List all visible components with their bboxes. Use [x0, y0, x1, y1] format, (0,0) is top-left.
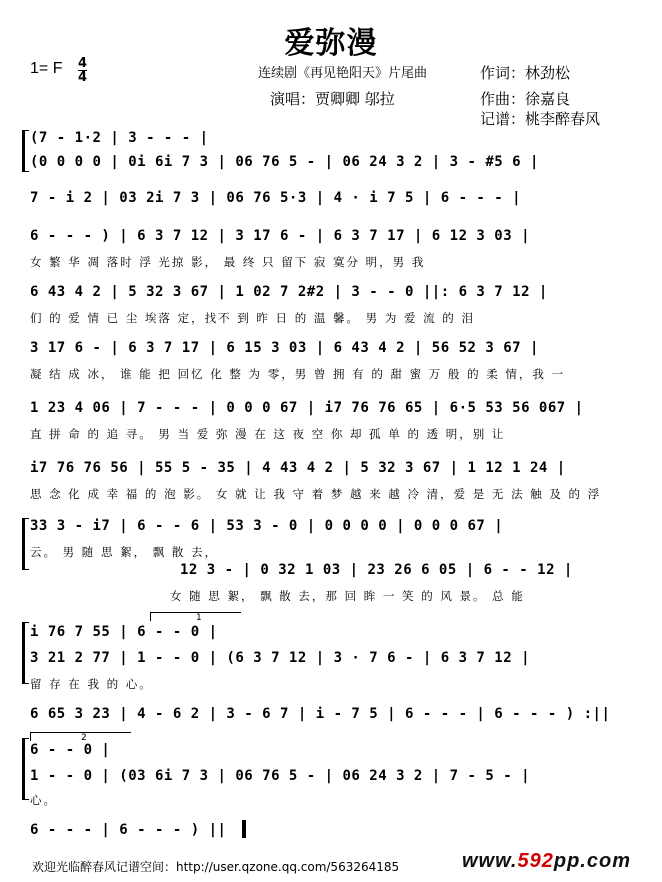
- score-line: 1 - - 0 | (03 6i 7 3 | 06 76 5 - | 06 24 3 2 | 7 - 5 - |: [30, 768, 531, 784]
- volta-bracket: [150, 612, 241, 621]
- score-line: 3 21 2 77 | 1 - - 0 | (6 3 7 12 | 3 · 7 6 - | 6 3 7 12 |: [30, 650, 531, 666]
- score-line: i 76 7 55 | 6 - - 0 |: [30, 624, 218, 640]
- score-line: (7 - 1·2 | 3 - - - |: [30, 130, 209, 146]
- lyric-line: 云。 男 随 思 絮， 飘 散 去，: [30, 545, 219, 559]
- footer-text: 欢迎光临醉春风记谱空间：http://user.qzone.qq.com/563264185: [32, 860, 400, 874]
- score-line: 12 3 - | 0 32 1 03 | 23 26 6 05 | 6 - - 12 |: [180, 562, 573, 578]
- score-line: (0 0 0 0 | 0i 6i 7 3 | 06 76 5 - | 06 24 3 2 | 3 - #5 6 |: [30, 154, 539, 170]
- logo-prefix: www.: [462, 850, 518, 872]
- score-line: i7 76 76 56 | 55 5 - 35 | 4 43 4 2 | 5 32 3 67 | 1 12 1 24 |: [30, 460, 566, 476]
- song-source: 连续剧《再见艳阳天》片尾曲: [258, 66, 428, 81]
- site-logo: [462, 850, 631, 873]
- time-signature-bottom: 4: [78, 70, 88, 85]
- system-brace: [22, 738, 29, 800]
- logo-highlight: 592: [517, 850, 554, 872]
- volta-bracket: [30, 732, 131, 741]
- score-line: 7 - i 2 | 03 2i 7 3 | 06 76 5·3 | 4 · i 7 5 | 6 - - - |: [30, 190, 522, 206]
- system-brace: [22, 518, 29, 570]
- key-signature: 1= F: [30, 60, 63, 77]
- score-line: 6 - - - | 6 - - - ) ||: [30, 822, 227, 838]
- lyric-line: 女 随 思 絮， 飘 散 去，那 回 眸 一 笑 的 风 景。 总 能: [170, 589, 525, 603]
- score-line: 6 43 4 2 | 5 32 3 67 | 1 02 7 2#2 | 3 - - 0 ||: 6 3 7 12 |: [30, 284, 548, 300]
- lyric-line: 留 存 在 我 的 心。: [30, 677, 153, 691]
- time-signature-top: 4: [78, 56, 88, 71]
- score-line: 33 3 - i7 | 6 - - 6 | 53 3 - 0 | 0 0 0 0 | 0 0 0 67 |: [30, 518, 504, 534]
- lyric-line: 女 繁 华 凋 落时 浮 光掠 影， 最 终 只 留下 寂 寞分 明，男 我: [30, 255, 426, 269]
- system-brace: [22, 130, 29, 172]
- score-line: 3 17 6 - | 6 3 7 17 | 6 15 3 03 | 6 43 4 2 | 56 52 3 67 |: [30, 340, 539, 356]
- lyric-line: 们 的 爱 情 已 尘 埃落 定，找不 到 昨 日 的 温 馨。 男 为 爱 流 的 泪: [30, 311, 475, 325]
- lyric-line: 思 念 化 成 幸 福 的 泡 影。 女 就 让 我 守 着 梦 越 来 越 冷 清，爱 是 无 法 触 及 的 浮: [30, 487, 602, 501]
- logo-suffix: pp.com: [553, 850, 631, 872]
- system-brace: [22, 622, 29, 684]
- lyricist: 作词：林劲松: [480, 64, 571, 82]
- lyric-line: 心。: [30, 793, 57, 807]
- final-barline: [242, 820, 246, 838]
- lyric-line: 凝 结 成 冰， 谁 能 把 回忆 化 整 为 零，男 曾 拥 有 的 甜 蜜 万 般 的 柔 情，我 一: [30, 367, 566, 381]
- song-title: 爱弥漫: [284, 26, 378, 61]
- score-line: 6 - - 0 |: [30, 742, 111, 758]
- time-signature: [78, 57, 87, 84]
- lyric-line: 直 拼 命 的 追 寻。 男 当 爱 弥 漫 在 这 夜 空 你 却 孤 单 的 透 明，别 让: [30, 427, 506, 441]
- score-line: 6 - - - ) | 6 3 7 12 | 3 17 6 - | 6 3 7 17 | 6 12 3 03 |: [30, 228, 531, 244]
- notator: 记谱：桃李醉春风: [480, 110, 601, 128]
- singers: 演唱：贾卿卿 邬拉: [270, 90, 395, 108]
- volta-label: 1: [196, 613, 202, 623]
- composer: 作曲：徐嘉良: [480, 90, 571, 108]
- score-line: 1 23 4 06 | 7 - - - | 0 0 0 67 | i7 76 76 65 | 6·5 53 56 067 |: [30, 400, 584, 416]
- score-line: 6 65 3 23 | 4 - 6 2 | 3 - 6 7 | i - 7 5 | 6 - - - | 6 - - - ) :||: [30, 706, 611, 722]
- volta-label: 2: [81, 733, 87, 743]
